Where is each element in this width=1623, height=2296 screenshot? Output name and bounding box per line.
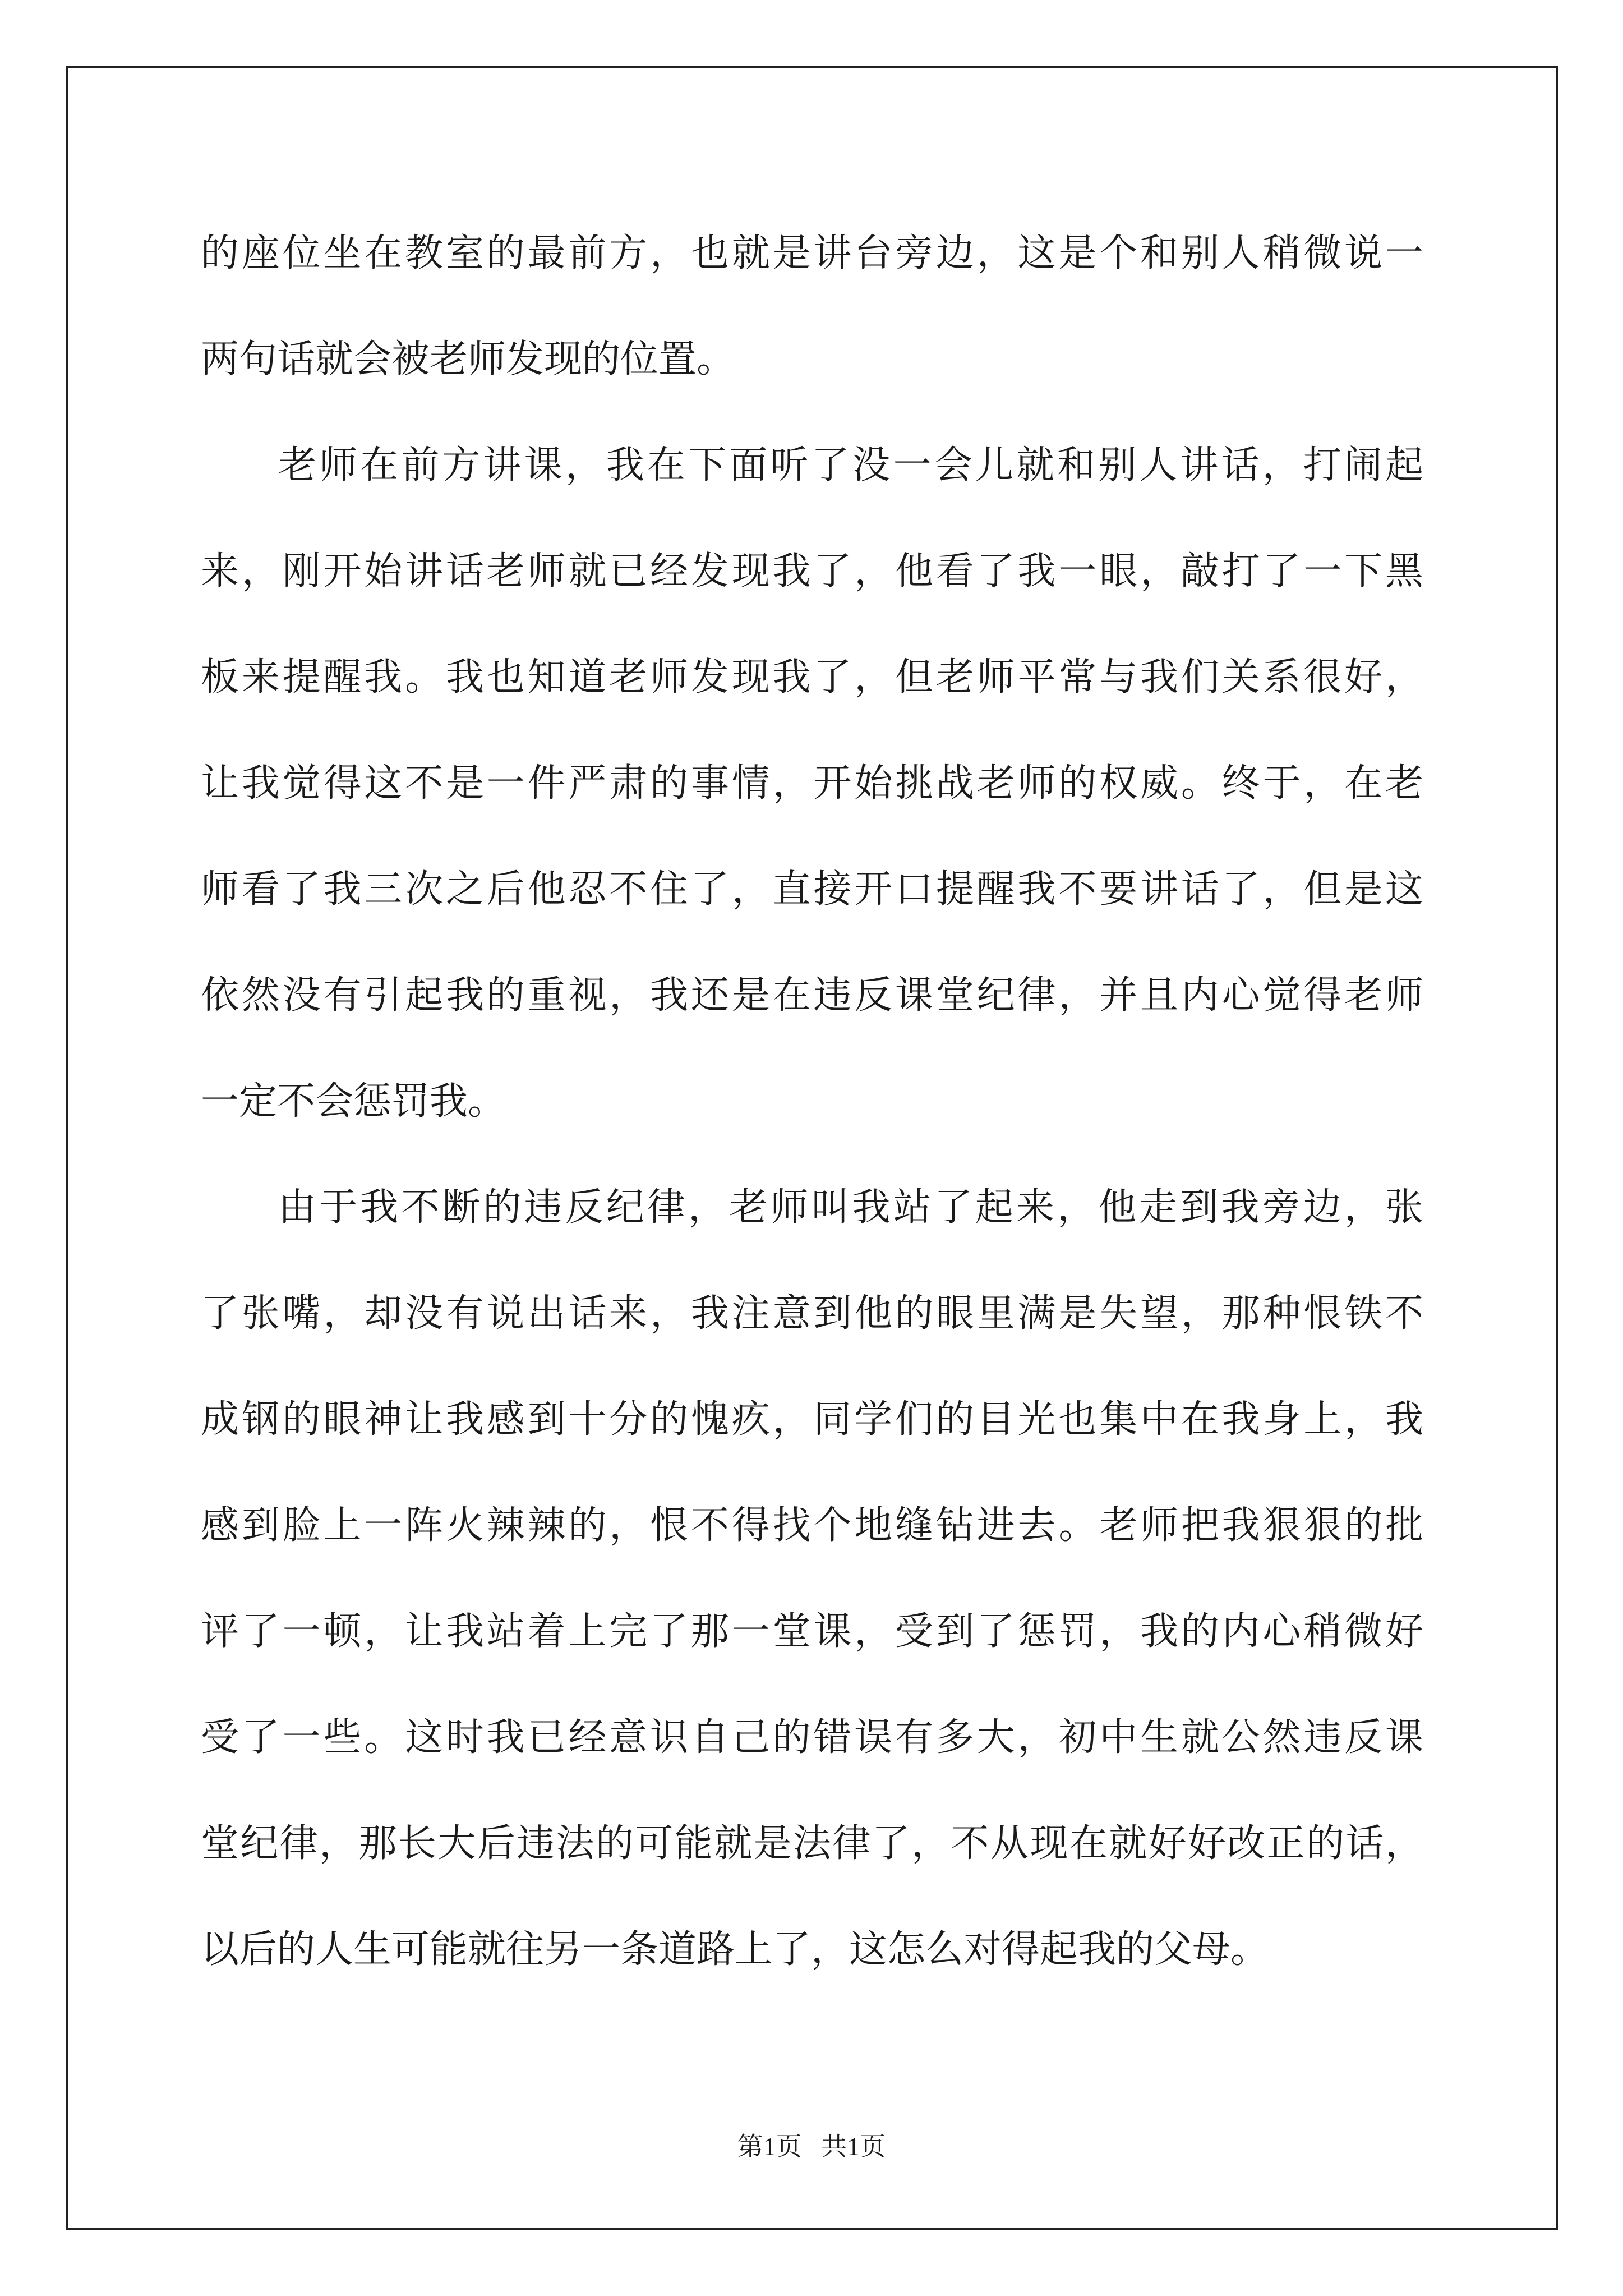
text-line: 堂纪律，那长大后违法的可能就是法律了，不从现在就好好改正的话，	[201, 1821, 1423, 1866]
text-line: 一定不会惩罚我。	[201, 1079, 506, 1124]
text-line: 成钢的眼神让我感到十分的愧疚，同学们的目光也集中在我身上，我	[201, 1397, 1423, 1442]
text-line: 来，刚开始讲话老师就已经发现我了，他看了我一眼，敲打了一下黑	[201, 549, 1423, 593]
paragraph-3	[201, 1154, 1423, 2003]
page-number-label: 第1页 共1页	[737, 2132, 886, 2161]
document-body	[201, 200, 1423, 2003]
text-line: 受了一些。这时我已经意识自己的错误有多大，初中生就公然违反课	[201, 1715, 1423, 1760]
text-line: 感到脸上一阵火辣辣的，恨不得找个地缝钻进去。老师把我狠狠的批	[201, 1503, 1423, 1548]
paragraph-1	[201, 200, 1423, 412]
text-line: 以后的人生可能就往另一条道路上了，这怎么对得起我的父母。	[201, 1927, 1269, 1972]
text-line: 依然没有引起我的重视，我还是在违反课堂纪律，并且内心觉得老师	[201, 973, 1423, 1018]
text-line: 板来提醒我。我也知道老师发现我了，但老师平常与我们关系很好，	[201, 655, 1423, 700]
text-line: 评了一顿，让我站着上完了那一堂课，受到了惩罚，我的内心稍微好	[201, 1609, 1423, 1654]
text-line: 由于我不断的违反纪律，老师叫我站了起来，他走到我旁边，张	[278, 1185, 1423, 1230]
page-footer	[0, 2126, 1623, 2163]
text-line: 两句话就会被老师发现的位置。	[201, 337, 735, 381]
text-line: 让我觉得这不是一件严肃的事情，开始挑战老师的权威。终于，在老	[201, 761, 1423, 806]
text-line: 师看了我三次之后他忍不住了，直接开口提醒我不要讲话了，但是这	[201, 867, 1423, 912]
text-line: 的座位坐在教室的最前方，也就是讲台旁边，这是个和别人稍微说一	[201, 231, 1423, 275]
paragraph-2	[201, 412, 1423, 1154]
text-line: 老师在前方讲课，我在下面听了没一会儿就和别人讲话，打闹起	[278, 443, 1423, 487]
text-line: 了张嘴，却没有说出话来，我注意到他的眼里满是失望，那种恨铁不	[201, 1291, 1423, 1336]
